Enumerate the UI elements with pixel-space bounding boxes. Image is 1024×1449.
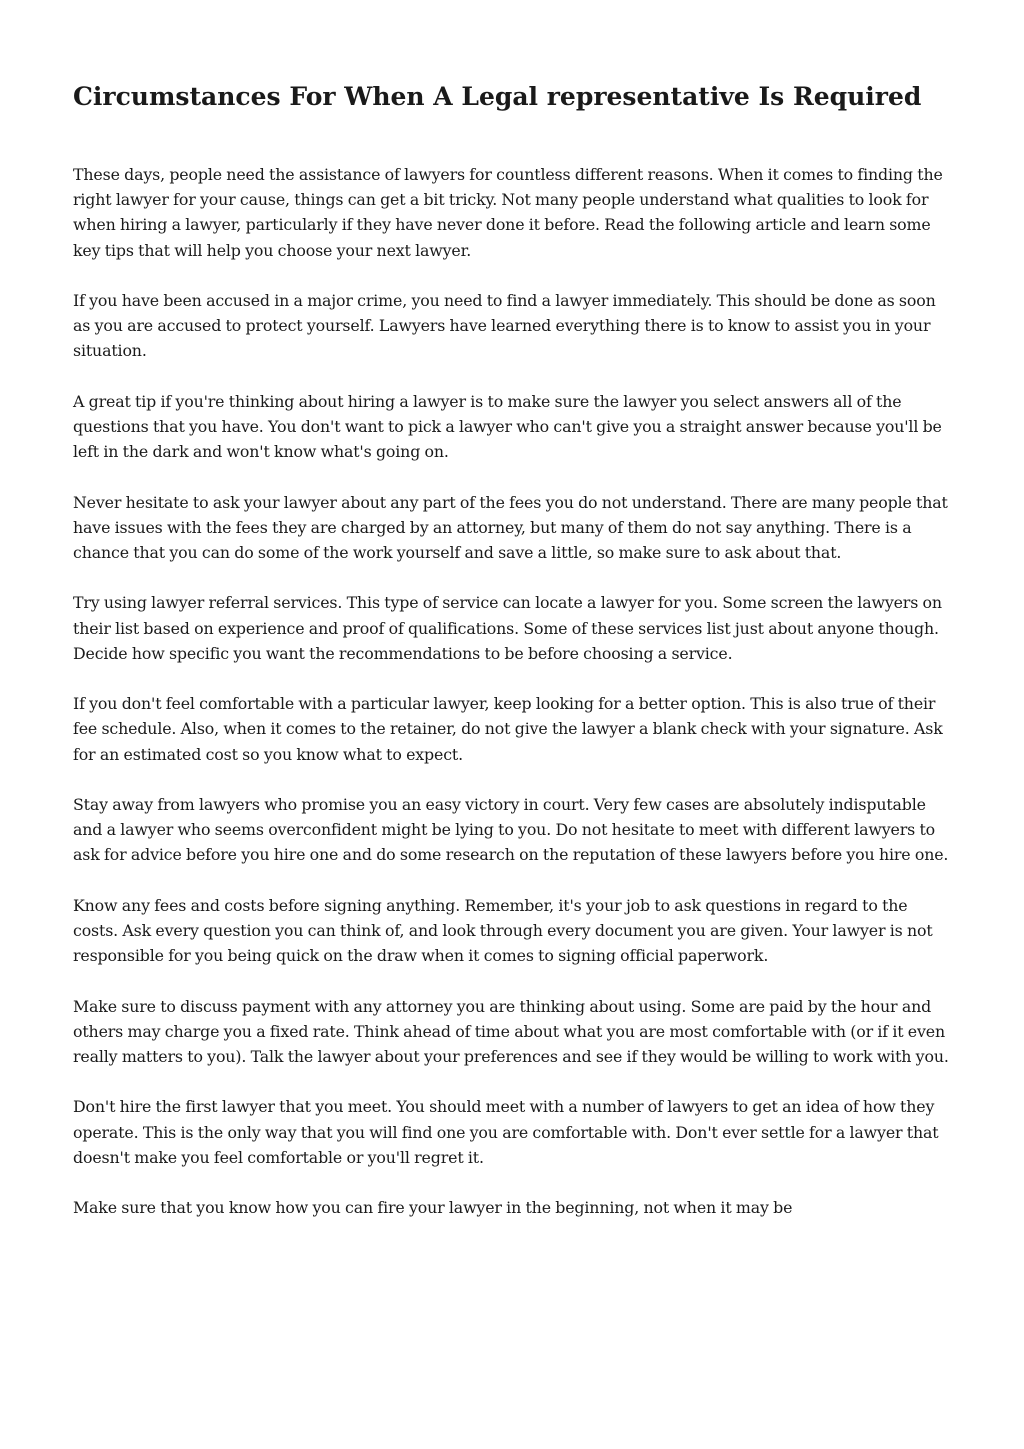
- paragraph-1: These days, people need the assistance of lawyers for countless different reasons. When it comes to finding the right lawyer for your cause, things can get a bit tricky. Not many people understand what qualities to look for when hiring a lawyer, particularly if they have never done it before. Read the following article and learn some key tips that will help you choose your next lawyer.: [73, 165, 943, 260]
- paragraph-10: Don't hire the first lawyer that you meet. You should meet with a number of lawyers to get an idea of how they operate. This is the only way that you will find one you are comfortable with. Don't ever settle for a lawyer that doesn't make you feel comfortable or you'll regret it.: [73, 1097, 939, 1167]
- document-title: Circumstances For When A Legal representative Is Required: [73, 82, 922, 111]
- paragraph-5: Try using lawyer referral services. This type of service can locate a lawyer for you. Some screen the lawyers on their list based on experience and proof of qualifications. Some of these services list just about anyone though. Decide how specific you want the recommendations to be before choosing a service.: [73, 593, 942, 663]
- paragraph-8: Know any fees and costs before signing anything. Remember, it's your job to ask questions in regard to the costs. Ask every question you can think of, and look through every document you are given. Your lawyer is not responsible for you being quick on the draw when it comes to signing official paperwork.: [73, 895, 933, 966]
- document-body: [73, 162, 953, 1220]
- paragraph-7: Stay away from lawyers who promise you an easy victory in court. Very few cases are absolutely indisputable and a lawyer who seems overconfident might be lying to you. Do not hesitate to meet with different lawyers to ask for advice before you hire one and do some research on the reputation of these lawyers before you hire one.: [73, 794, 949, 865]
- paragraph-9: Make sure to discuss payment with any attorney you are thinking about using. Some are paid by the hour and others may charge you a fixed rate. Think ahead of time about what you are most comfortable with (or if it even really matters to you). Talk the lawyer about your preferences and see if they would be willing to work with you.: [73, 996, 949, 1066]
- paragraph-6: If you don't feel comfortable with a particular lawyer, keep looking for a better option. This is also true of their fee schedule. Also, when it comes to the retainer, do not give the lawyer a blank check with your signature. Ask for an estimated cost so you know what to expect.: [73, 694, 943, 764]
- paragraph-3: A great tip if you're thinking about hiring a lawyer is to make sure the lawyer you select answers all of the questions that you have. You don't want to pick a lawyer who can't give you a straight answer because you'll be left in the dark and won't know what's going on.: [73, 391, 942, 462]
- paragraph-2: If you have been accused in a major crime, you need to find a lawyer immediately. This should be done as soon as you are accused to protect yourself. Lawyers have learned everything there is to know to assist you in your situation.: [73, 291, 936, 361]
- document-page: [73, 78, 953, 1246]
- paragraph-4: Never hesitate to ask your lawyer about any part of the fees you do not understand. There are many people that have issues with the fees they are charged by an attorney, but many of them do not say anything. There is a chance that you can do some of the work yourself and save a little, so make sure to ask about that.: [73, 492, 948, 562]
- paragraph-11: Make sure that you know how you can fire your lawyer in the beginning, not when it may be: [73, 1198, 793, 1218]
